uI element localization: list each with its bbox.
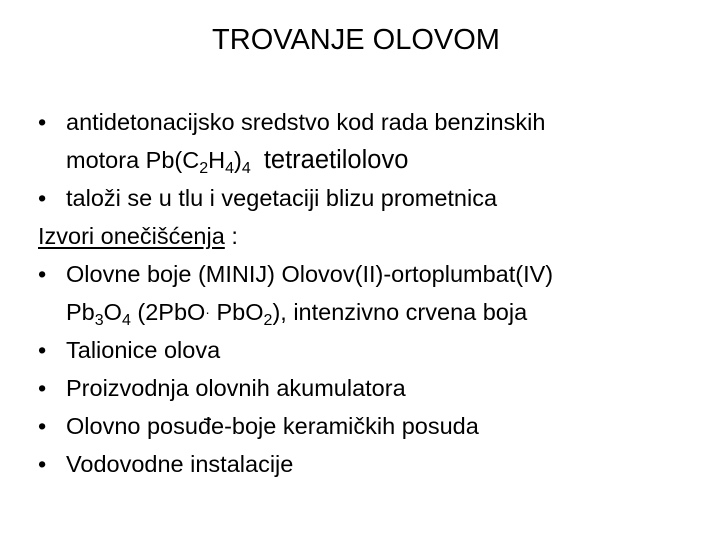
bullet-item-batteries bbox=[38, 369, 708, 407]
bullet-text: taloži se u tlu i vegetaciji blizu prometnica bbox=[66, 185, 498, 211]
bullet-item-smelters bbox=[38, 331, 708, 369]
slide-content bbox=[38, 103, 708, 483]
compound-name: tetraetilolovo bbox=[263, 146, 409, 174]
bullet-item-additive bbox=[38, 103, 708, 141]
bullet-marker: • bbox=[38, 109, 47, 135]
bullet-item-deposits bbox=[38, 179, 708, 217]
bullet-item-additive-continuation bbox=[38, 141, 708, 179]
bullet-marker: • bbox=[38, 413, 47, 439]
bullet-item-paints-continuation bbox=[38, 293, 708, 331]
bullet-text: Proizvodnja olovnih akumulatora bbox=[66, 375, 406, 401]
bullet-text: Talionice olova bbox=[66, 337, 221, 363]
slide-title: TROVANJE OLOVOM bbox=[212, 24, 500, 56]
section-heading: Izvori onečišćenja : bbox=[38, 223, 238, 249]
bullet-marker: • bbox=[38, 375, 47, 401]
bullet-item-plumbing bbox=[38, 445, 708, 483]
bullet-item-paints bbox=[38, 255, 708, 293]
formula-text: $Pb_3O_4$ (2PbO· PbO$_2$), intenzivno crvena boja bbox=[66, 299, 528, 329]
bullet-text: antidetonacijsko sredstvo kod rada benzinskih bbox=[66, 109, 546, 135]
bullet-text: Olovne boje (MINIJ) Olovov(II)-ortoplumbat(IV) bbox=[66, 261, 554, 287]
section-heading-sources bbox=[38, 217, 708, 255]
bullet-text: Vodovodne instalacije bbox=[66, 451, 294, 477]
formula-text: motora $Pb(C_2H_4)_4$ tetraetilolovo bbox=[66, 146, 409, 177]
bullet-text: Olovno posuđe-boje keramičkih posuda bbox=[66, 413, 479, 439]
bullet-marker: • bbox=[38, 261, 47, 287]
bullet-marker: • bbox=[38, 451, 47, 477]
bullet-marker: • bbox=[38, 185, 47, 211]
bullet-item-tableware bbox=[38, 407, 708, 445]
bullet-marker: • bbox=[38, 337, 47, 363]
